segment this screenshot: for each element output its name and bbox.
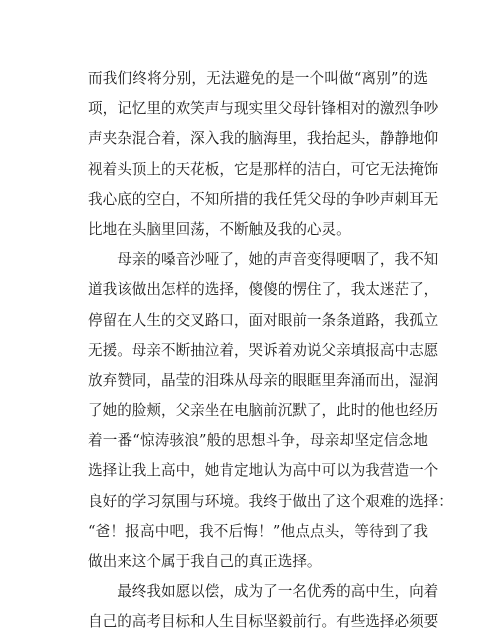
text-line: 着一番“惊涛骇浪”般的思想斗争，母亲却坚定信念地 — [88, 432, 428, 450]
text-line: 做出来这个属于我自己的真正选择。 — [88, 553, 322, 570]
text-line: 道我该做出怎样的选择，傻傻的愣住了，我太迷茫了， — [88, 281, 439, 299]
text-line: 最终我如愿以偿，成为了一名优秀的高中生，向着 — [88, 583, 439, 601]
text-line: 放弃赞同，晶莹的泪珠从母亲的眼眶里奔涌而出，湿润 — [88, 371, 439, 389]
document-body — [88, 64, 453, 638]
text-line: 而我们终将分别，无法避免的是一个叫做“离别”的选 — [88, 70, 428, 87]
text-line: 无援。母亲不断抽泣着，哭诉着劝说父亲填报高中志愿 — [88, 341, 439, 359]
text-line: 了她的脸颊，父亲坐在电脑前沉默了，此时的他也经历 — [88, 402, 439, 420]
text-line: 母亲的嗓音沙哑了，她的声音变得哽咽了，我不知 — [88, 251, 439, 269]
text-line: 我心底的空白，不知所措的我任凭父母的争吵声刺耳无 — [88, 190, 439, 208]
text-line: 自己的高考目标和人生目标坚毅前行。有些选择必须要 — [88, 613, 439, 631]
text-line: 良好的学习氛围与环境。我终于做出了这个艰难的选择： — [88, 492, 453, 510]
paragraph-1 — [88, 64, 439, 245]
paragraph-3 — [88, 577, 439, 637]
text-line: 停留在人生的交叉路口，面对眼前一条条道路，我孤立 — [88, 311, 439, 329]
text-line: 选择让我上高中，她肯定地认为高中可以为我营造一个 — [88, 462, 439, 480]
paragraph-2 — [88, 245, 453, 577]
text-line: “爸！报高中吧，我不后悔！”他点点头，等待到了我 — [88, 522, 428, 540]
text-line: 比地在头脑里回荡，不断触及我的心灵。 — [88, 220, 351, 238]
text-line: 项，记忆里的欢笑声与现实里父母针锋相对的激烈争吵 — [88, 100, 439, 118]
text-line: 视着头顶上的天花板，它是那样的洁白，可它无法掩饰 — [88, 160, 439, 178]
text-line: 声夹杂混合着，深入我的脑海里，我抬起头，静静地仰 — [88, 130, 439, 148]
